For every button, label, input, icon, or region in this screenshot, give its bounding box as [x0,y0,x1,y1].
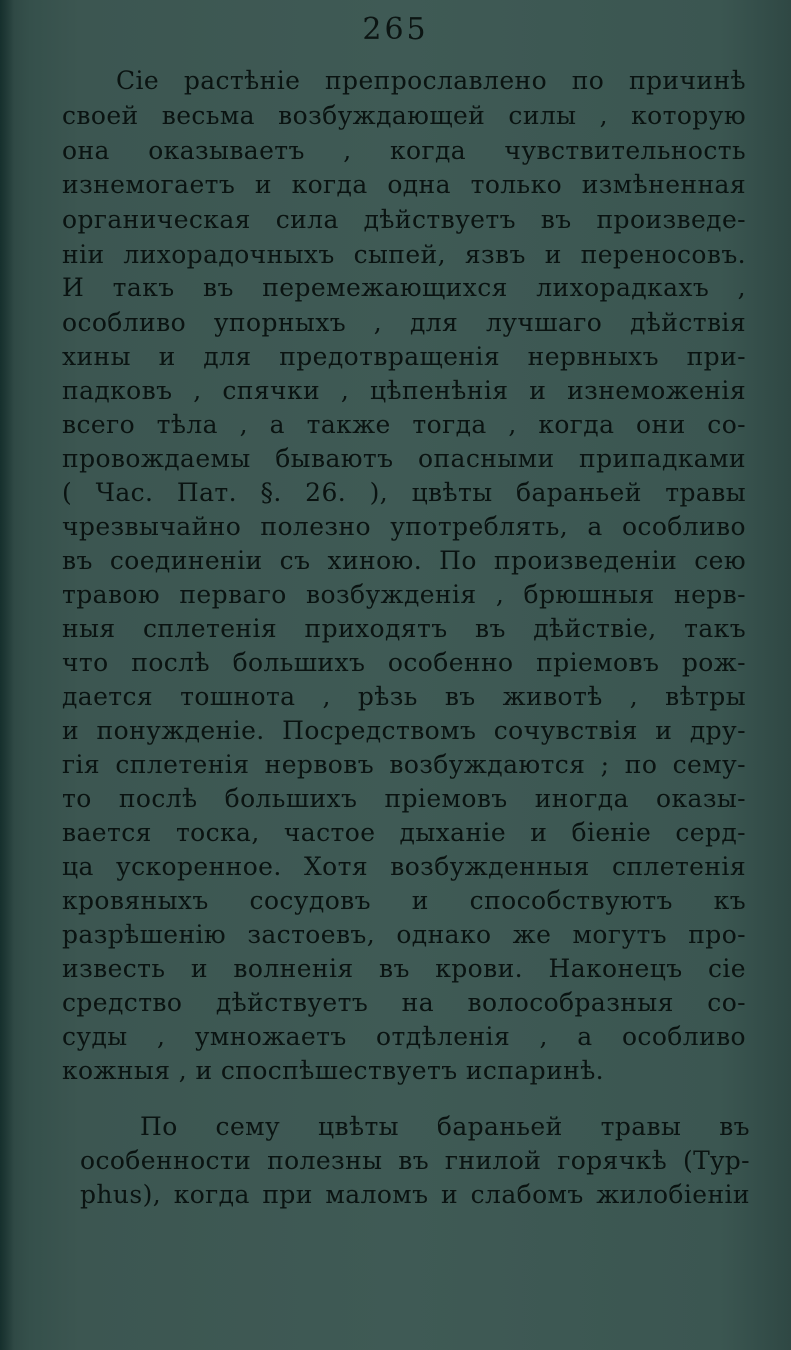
text-line: падковъ , спячки , цѣпенѣнія и изнеможенія [62,376,746,405]
text-line: травою перваго возбужденія , брюшныя нерв- [62,580,746,609]
text-line: своей весьма возбуждающей силы , которую [62,101,746,130]
text-line: phus), когда при маломъ и слабомъ жилобіеніи [80,1180,750,1209]
text-line: особливо упорныхъ , для лучшаго дѣйствія [62,308,746,337]
text-line: кожныя , и споспѣшествуетъ испаринѣ. [62,1056,605,1085]
text-line: По сему цвѣты бараньей травы въ [140,1112,750,1141]
text-line: особенности полезны въ гнилой горячкѣ (Typ- [80,1146,750,1175]
text-line: хины и для предотвращенія нервныхъ при- [62,342,746,371]
text-line: органическая сила дѣйствуетъ въ произведе- [62,205,746,234]
text-line: ца ускоренное. Хотя возбужденныя сплетенія [62,852,746,881]
text-line: Сіе растѣніе препрославлено по причинѣ [116,66,746,95]
text-line: дается тошнота , рѣзь въ животѣ , вѣтры [62,682,746,711]
text-line: всего тѣла , а также тогда , когда они со- [62,410,746,439]
text-line: ніи лихорадочныхъ сыпей, язвъ и переносовъ. [62,240,746,269]
text-line: и понужденіе. Посредствомъ сочувствія и дру- [62,716,746,745]
text-line: средство дѣйствуетъ на волособразныя со- [62,988,746,1017]
text-line: чрезвычайно полезно употреблять, а особливо [62,512,746,541]
text-line: кровяныхъ сосудовъ и способствуютъ къ [62,886,746,915]
text-line: въ соединеніи съ хиною. По произведеніи сею [62,546,746,575]
text-line: И такъ въ перемежающихся лихорадкахъ , [62,273,746,302]
text-line: изнемогаетъ и когда одна только измѣненная [62,170,746,199]
text-line: ныя сплетенія приходятъ въ дѣйствіе, такъ [62,614,746,643]
text-line: вается тоска, частое дыханіе и біеніе серд- [62,818,746,847]
text-line: суды , умножаетъ отдѣленія , а особливо [62,1022,746,1051]
text-line: что послѣ большихъ особенно пріемовъ рож- [62,648,746,677]
text-line: провождаемы бываютъ опасными припадками [62,444,746,473]
text-line: известь и волненія въ крови. Наконецъ сіе [62,954,746,983]
text-line: она оказываетъ , когда чувствительность [62,136,746,165]
page-number: 265 [362,12,429,47]
text-line: разрѣшенію застоевъ, однако же могутъ про- [62,920,746,949]
text-line: ( Час. Пат. §. 26. ), цвѣты бараньей травы [62,478,746,507]
text-line: то послѣ большихъ пріемовъ иногда оказы- [62,784,746,813]
text-line: гія сплетенія нервовъ возбуждаются ; по сему- [62,750,746,779]
